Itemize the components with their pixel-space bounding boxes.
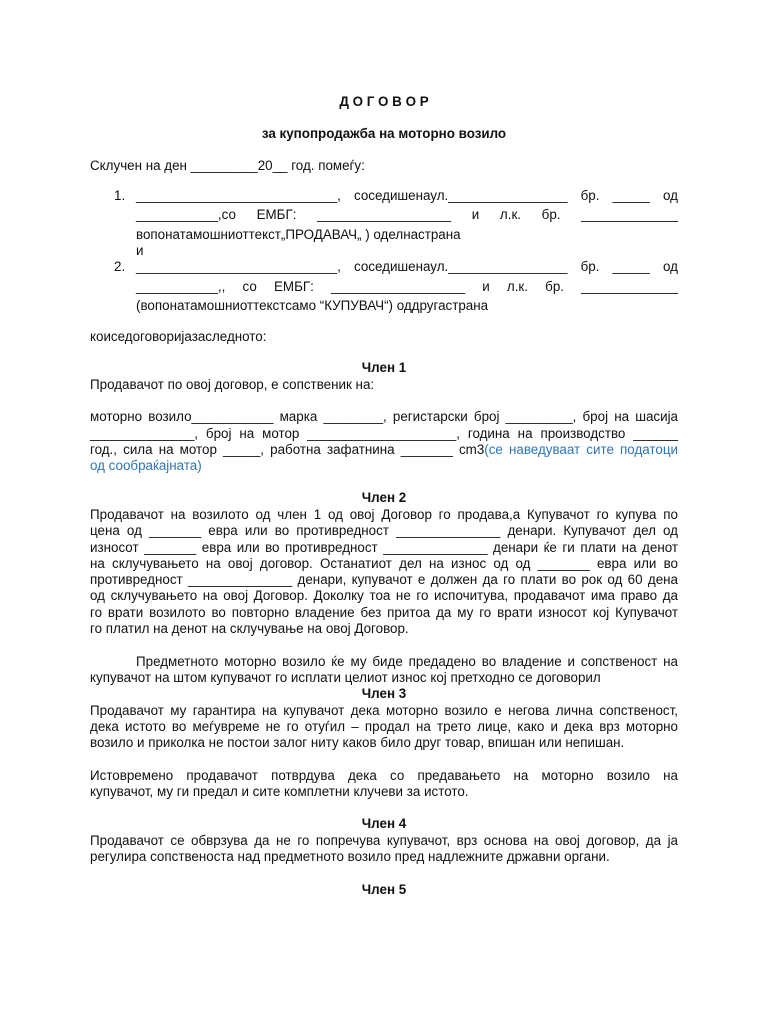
party2-line2: ___________,, со ЕМБГ: __________________ и л.к. бр. _____________ bbox=[136, 279, 678, 294]
intro-line: Склучен на ден _________20__ год. помеѓу: bbox=[90, 158, 365, 173]
article2-para2-line2: купувачот на штом купувачот го исплати целиот износ кој претходно се договорил bbox=[90, 670, 601, 685]
article5-heading: Член 5 bbox=[361, 882, 407, 897]
article1-paragraph1: Продавачот по овој договор, е сопственик на: bbox=[90, 377, 375, 392]
article1-note2: од сообраќајната) bbox=[90, 458, 202, 473]
party2-line3: (вопонатамошниоттекстсамо “КУПУВАЧ“) оддругастрана bbox=[136, 298, 489, 313]
article1-line3 bbox=[90, 442, 678, 458]
article1-line2: ______________, број на мотор ____________________, година на производство ______ bbox=[90, 426, 678, 441]
article3-line2: дека истото во меѓувреме не го отуѓил – продал на трето лице, како и дека врз моторно bbox=[90, 719, 678, 734]
document-subtitle: за купопродажба на моторно возило bbox=[261, 126, 507, 141]
article2-line8: го платил на денот на склучување на овој Договор. bbox=[90, 621, 409, 636]
article2-line2: цена од _______ евра или во противредност ______________ денари. Купувачот дел од bbox=[90, 523, 678, 538]
article2-line6: од склучувањето на овој Договор. Доколку тоа не го испочитува, продавачот има право да bbox=[90, 588, 678, 603]
article2-line3: износот _______ евра или во противредност ______________ денари ќе ги плати на денот bbox=[90, 540, 678, 555]
article1-note1: (се наведуваат сите податоци bbox=[484, 442, 678, 457]
party1-number: 1. bbox=[114, 188, 126, 203]
article3-para2-line1: Истовремено продавачот потврдува дека со предавањето на моторно возило на bbox=[90, 768, 678, 783]
party1-line2: ___________,со ЕМБГ: __________________ и л.к. бр. _____________ bbox=[136, 207, 678, 222]
party1-line1: ___________________________, соседишенаул.________________ бр. _____ од bbox=[136, 188, 678, 203]
article4-line2: регулира сопственоста над предметното возило пред надлежните државни органи. bbox=[90, 849, 610, 864]
article1-heading: Член 1 bbox=[361, 360, 407, 375]
article4-heading: Член 4 bbox=[361, 816, 407, 831]
article2-line1: Продавачот на возилото од член 1 од овој Договор го продава,а Купувачот го купува по bbox=[90, 507, 678, 522]
article3-para2-line2: купувачот, му ги предал и сите комплетни клучеви за истото. bbox=[90, 784, 469, 799]
agreed-line: коиседоговоријазаследното: bbox=[90, 329, 267, 344]
article3-heading: Член 3 bbox=[361, 686, 407, 701]
document-title: Д О Г О В О Р bbox=[339, 94, 429, 109]
article1-line1: моторно возило___________ марка ________, регистарски број _________, број на шасија bbox=[90, 409, 678, 424]
article2-line5: противредност ______________ денари, купувачот е должен да го плати во рок од 60 дена bbox=[90, 572, 678, 587]
party2-number: 2. bbox=[114, 259, 126, 274]
party2-line1: ___________________________, соседишенаул.________________ бр. _____ од bbox=[136, 259, 678, 274]
article4-line1: Продавачот се обврзува да не го попречува купувачот, врз основа на овој договор, да ја bbox=[90, 833, 678, 848]
party1-line3: вопонатамошниоттекст„ПРОДАВАЧ„ ) оделнастрана bbox=[136, 227, 461, 242]
article3-line1: Продавачот му гарантира на купувачот дека моторно возило е негова лична сопственост, bbox=[90, 703, 678, 718]
article1-line3-text: год., сила на мотор _____, работна зафатнина _______ cm3 bbox=[90, 442, 485, 457]
article3-line3: возило и приколка не постои залог ниту каков било друг товар, впишан или непишан. bbox=[90, 735, 625, 750]
article2-line4: на склучувањето на овој договор. Останатиот дел на износ од од _______ евра или во bbox=[90, 556, 678, 571]
article2-para2-line1: Предметното моторно возило ќе му биде предадено во владение и сопственост на bbox=[136, 654, 678, 669]
party1-and: и bbox=[136, 243, 144, 258]
article2-line7: го врати возилото во повторно владение без притоа да му го врати износот кој Купувачот bbox=[90, 605, 678, 620]
article2-heading: Член 2 bbox=[361, 490, 407, 505]
